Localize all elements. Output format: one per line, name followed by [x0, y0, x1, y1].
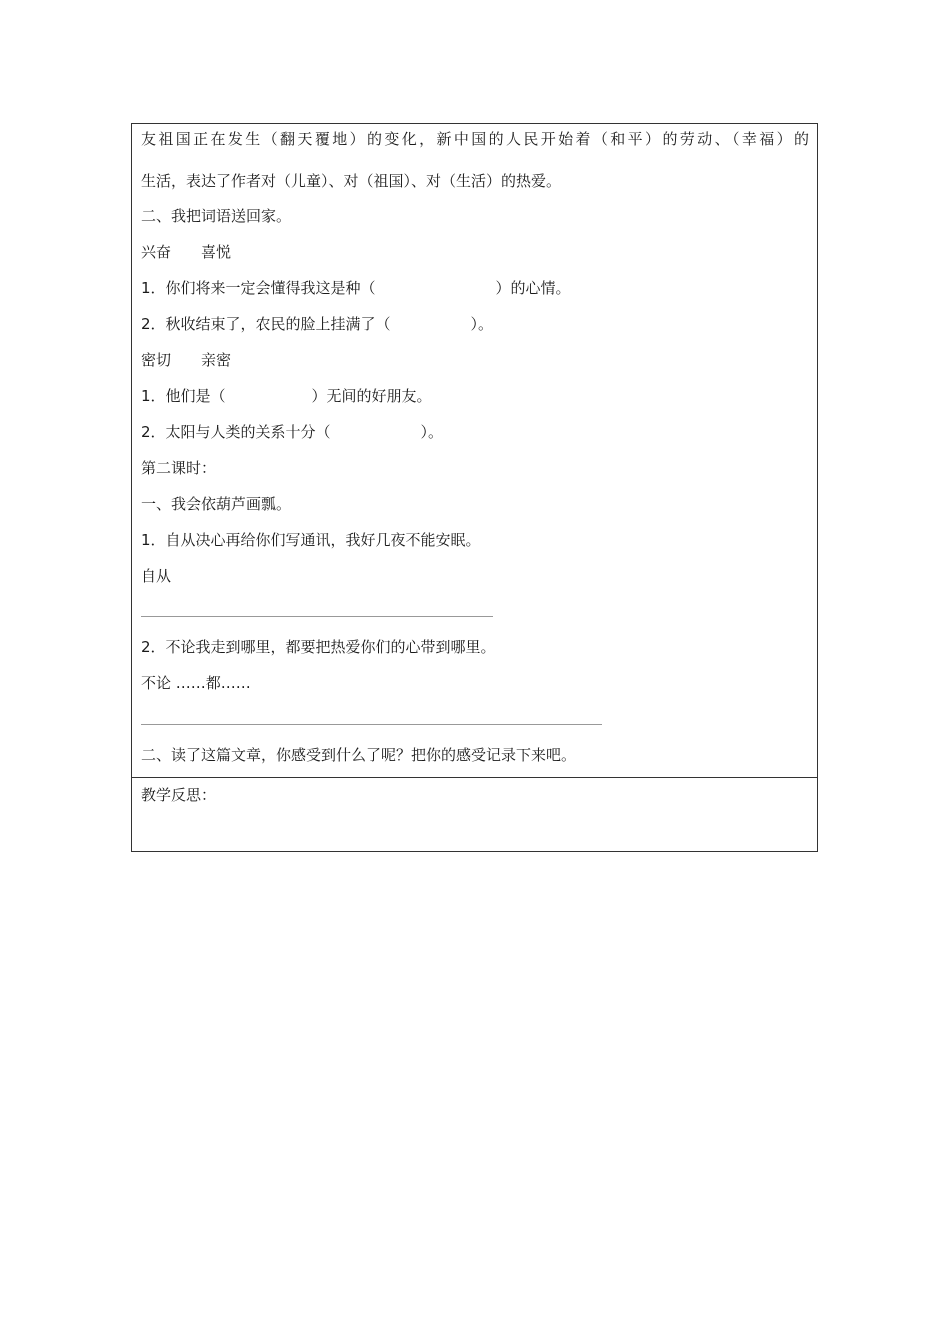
- section-heading-imitation: 一、我会依葫芦画瓢。: [141, 495, 292, 513]
- exercise-1-2: [141, 314, 493, 334]
- section-heading-word-placement: 二、我把词语送回家。: [141, 207, 292, 225]
- lesson-table: [131, 123, 818, 852]
- example-sentence-2: 2．不论我走到哪里，都要把热爱你们的心带到哪里。: [141, 638, 496, 656]
- lesson-two-heading: 第二课时：: [141, 459, 217, 477]
- answer-line-1[interactable]: [141, 616, 493, 617]
- section-heading-reflection-prompt: 二、读了这篇文章，你感受到什么了呢？把你的感受记录下来吧。: [141, 746, 577, 764]
- table-row-divider: [132, 777, 817, 778]
- teaching-reflection-label: 教学反思：: [141, 786, 217, 804]
- paragraph-line-2: 生活，表达了作者对（儿童）、对（祖国）、对（生活）的热爱。: [141, 172, 562, 190]
- word-pair-1: 兴奋 喜悦: [141, 243, 232, 261]
- exercise-1-1-start: 1．你们将来一定会懂得我这是种（: [141, 279, 376, 297]
- paragraph-line-1: 友祖国正在发生（翻天覆地）的变化，新中国的人民开始着（和平）的劳动、（幸福）的: [141, 130, 809, 148]
- exercise-1-2-start: 2．秋收结束了，农民的脸上挂满了（: [141, 315, 391, 333]
- exercise-1-1: [141, 278, 571, 298]
- exercise-2-1: [141, 386, 432, 406]
- exercise-1-1-end: ）的心情。: [495, 279, 571, 297]
- exercise-2-2-end: ）。: [420, 423, 444, 441]
- exercise-2-1-end: ）无间的好朋友。: [311, 387, 432, 405]
- exercise-1-2-end: ）。: [470, 315, 494, 333]
- prompt-word-2: 不论 ……都……: [141, 674, 251, 692]
- word-pair-2: 密切 亲密: [141, 351, 232, 369]
- example-sentence-1: 1．自从决心再给你们写通讯，我好几夜不能安眠。: [141, 531, 481, 549]
- prompt-word-1: 自从: [141, 567, 172, 585]
- answer-line-2[interactable]: [141, 724, 602, 725]
- exercise-2-2-start: 2．太阳与人类的关系十分（: [141, 423, 331, 441]
- exercise-2-2: [141, 422, 443, 442]
- exercise-2-1-start: 1．他们是（: [141, 387, 226, 405]
